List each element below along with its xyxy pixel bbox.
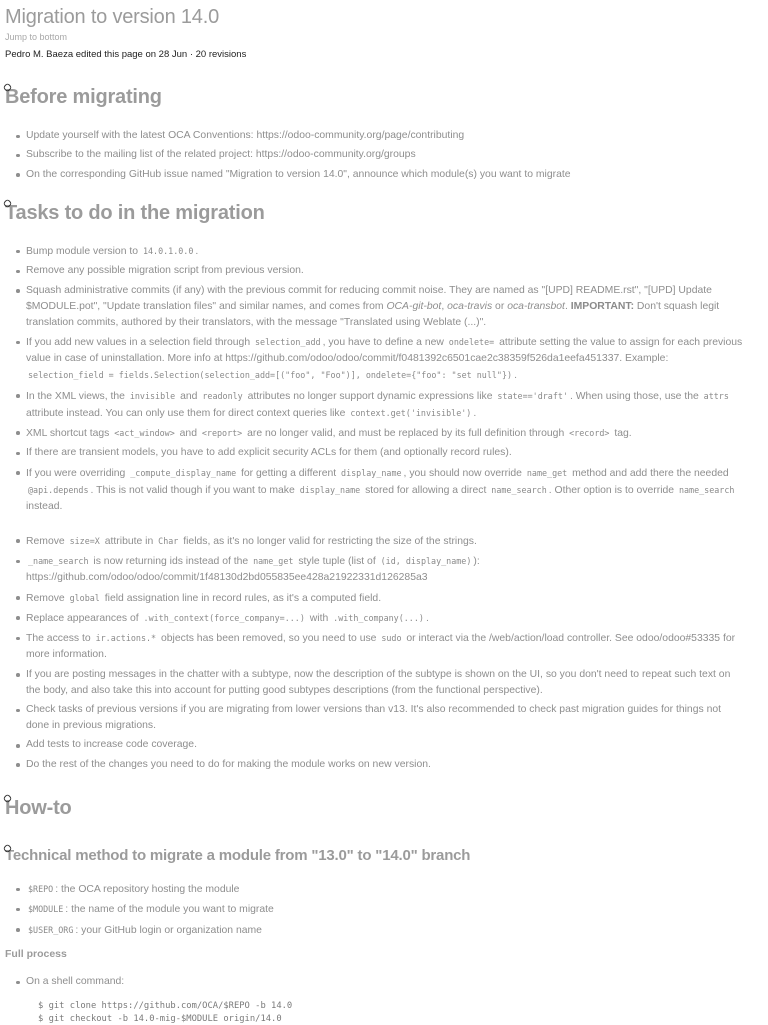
page-title: Migration to version 14.0 — [5, 6, 220, 28]
shell-command: $ git clone https://github.com/OCA/$REPO -b 14.0 — [38, 1001, 293, 1011]
task-display-name: If you were overriding _compute_display_name for getting a different display_name , you should now override name_get method and add there the needed @api.depends . This is not valid though if you want to make display_name stored for allowing a direct name_search . Other option is to override name_search instead. — [0, 465, 768, 515]
list-item: $REPO : the OCA repository hosting the module — [0, 881, 768, 898]
code-snippet: 14.0.1.0.0 — [142, 246, 194, 256]
task-check-previous: Check tasks of previous versions if you are migrating from lower versions than v13. It's also recommended to check past migration guides for things not done in previous migrations. — [0, 702, 768, 734]
list-item: Subscribe to the mailing list of the related project: https://odoo-community.org/groups — [0, 147, 768, 163]
process-list — [0, 974, 768, 993]
task-bump-version: Bump module version to 14.0.1.0.0 . — [0, 243, 768, 260]
shell-code-block — [38, 1000, 292, 1025]
heading-how-to — [5, 797, 72, 820]
task-add-tests: Add tests to increase code coverage. — [0, 737, 768, 753]
heading-technical-method — [5, 847, 470, 864]
heading-text: Before migrating — [5, 86, 162, 108]
list-item: Update yourself with the latest OCA Conventions: https://odoo-community.org/page/contributing — [0, 128, 768, 144]
list-item: On a shell command: — [0, 974, 768, 990]
full-process-heading: Full process — [5, 948, 67, 960]
variables-list — [0, 881, 768, 942]
heading-tasks — [5, 202, 265, 225]
task-chatter-subtype: If you are posting messages in the chatter with a subtype, now the description of the subtype is shown on the UI, so you don't need to repeat such text on the body, and also take this into account for putting good subtypes descriptions (from the functional perspective). — [0, 667, 768, 699]
task-rest-of-changes: Do the rest of the changes you need to do for making the module works on new version. — [0, 757, 768, 773]
task-xml-shortcut-tags: XML shortcut tags <act_window> and <report> are no longer valid, and must be replaced by its full definition through <record> tag. — [0, 425, 768, 442]
task-transient-models: If there are transient models, you have to add explicit security ACLs for them (and optionally record rules). — [0, 445, 768, 461]
task-xml-invisible: In the XML views, the invisible and readonly attributes no longer support dynamic expressions like state=='draft' . When using those, use the attrs attribute instead. You can only use them for direct context queries like context.get('invisible') . — [0, 388, 768, 422]
heading-text: Tasks to do in the migration — [5, 202, 265, 224]
task-with-company: Replace appearances of .with_context(force_company=...) with .with_company(...) . — [0, 610, 768, 627]
jump-to-bottom-link[interactable]: Jump to bottom — [5, 32, 68, 42]
tasks-list — [0, 243, 768, 776]
task-squash-commits: Squash administrative commits (if any) with the previous commit for reducing commit noise. They are named as "[UPD] README.rst", "[UPD] Update $MODULE.pot", "Update translation files" and similar names, and comes from OCA-git-bot, oca-travis or oca-transbot. IMPORTANT: Don't squash legit translation commits, authored by their translators, with the message "Translated using Weblate (...)". — [0, 283, 768, 331]
heading-text: Technical method to migrate a module from "13.0" to "14.0" branch — [5, 847, 471, 864]
heading-before-migrating — [5, 86, 162, 109]
list-item: $USER_ORG : your GitHub login or organization name — [0, 922, 768, 939]
list-item: $MODULE : the name of the module you want to migrate — [0, 901, 768, 918]
task-ir-actions: The access to ir.actions.* objects has been removed, so you need to use sudo or interact via the /web/action/load controller. See odoo/odoo#53335 for more information. — [0, 630, 768, 663]
task-selection-add: If you add new values in a selection field through selection_add , you have to define a new ondelete= attribute setting the value to assign for each previous value in case of uninstallation. More info at https://github.com/odoo/odoo/commit/f0481392c6501cae2c38359f526da1eefa451337. Example: selection_field = fields.Selection(selection_add=[("foo", "Foo")], ondelete={"foo": "set null"}) . — [0, 334, 768, 384]
task-name-search: _name_search is now returning ids instead of the name_get style tuple (list of (id, display_name) ): https://github.com/odoo/odoo/commit/1f48130d2bd055835ee428a21922331d126285a3 — [0, 553, 768, 586]
list-item: On the corresponding GitHub issue named "Migration to version 14.0", announce which module(s) you want to migrate — [0, 167, 768, 183]
heading-text: How-to — [5, 797, 72, 819]
task-remove-size: Remove size=X attribute in Char fields, as it's no longer valid for restricting the size of the strings. — [0, 533, 768, 550]
revision-info[interactable]: Pedro M. Baeza edited this page on 28 Jun · 20 revisions — [5, 49, 247, 60]
before-migrating-list — [0, 128, 768, 186]
task-remove-global: Remove global field assignation line in record rules, as it's a computed field. — [0, 590, 768, 607]
task-remove-migration-script: Remove any possible migration script from previous version. — [0, 263, 768, 279]
shell-command: $ git checkout -b 14.0-mig-$MODULE origin/14.0 — [38, 1013, 282, 1024]
